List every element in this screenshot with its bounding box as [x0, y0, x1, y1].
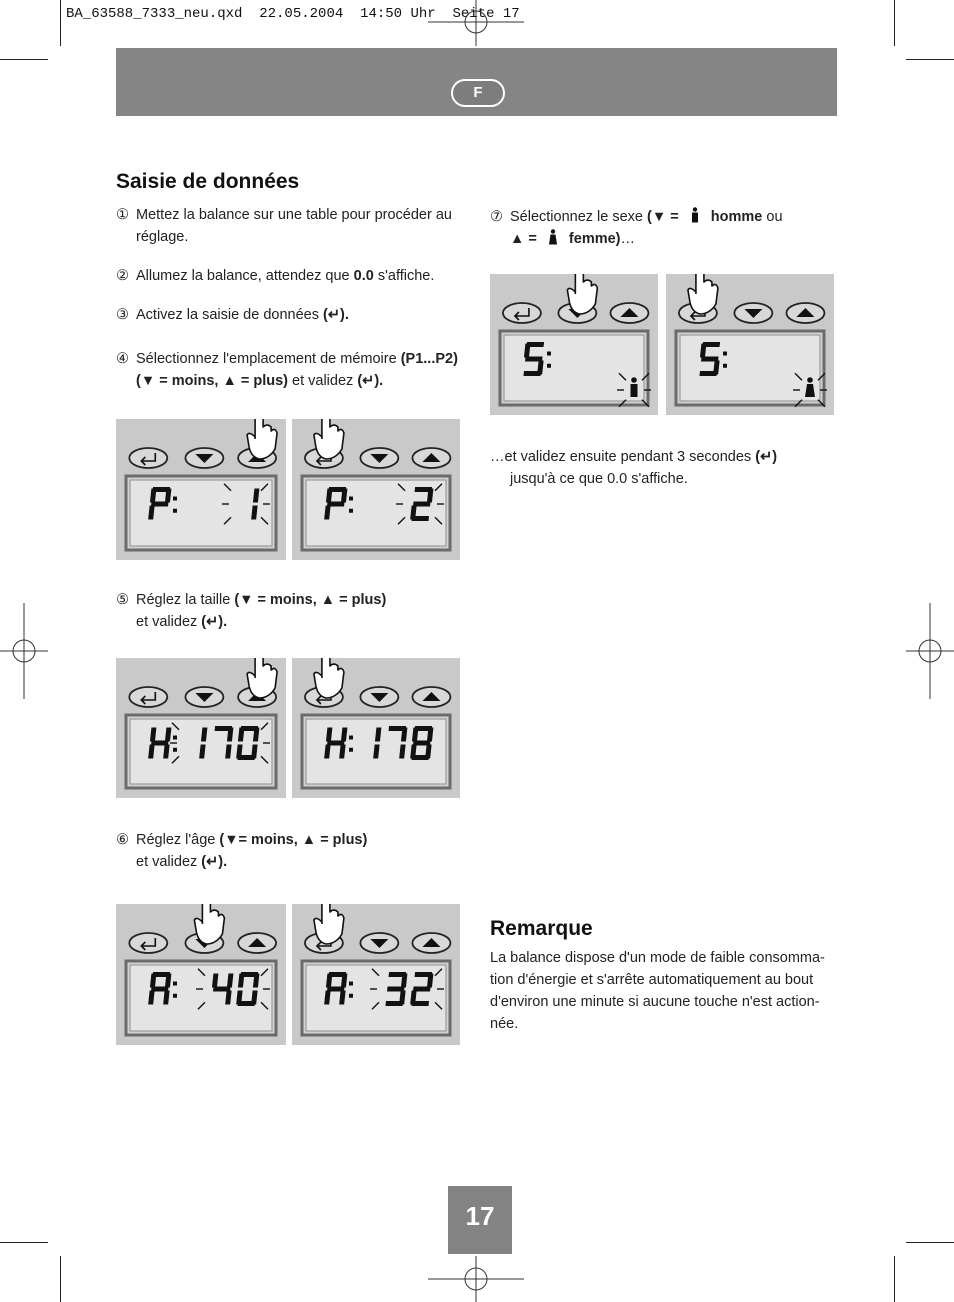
note-title: Remarque	[490, 917, 593, 940]
page-number: 17	[448, 1186, 512, 1254]
display-panel-h2	[292, 658, 460, 798]
note-text: La balance dispose d'un mode de faible consomma-tion d'énergie et s'arrête automatiquement au bout d'environ une minute si aucune touche n'est action-née.	[490, 950, 825, 1032]
enter-button[interactable]	[129, 448, 167, 468]
down-button[interactable]	[360, 448, 398, 468]
up-button[interactable]	[412, 687, 450, 707]
display-panel-a2	[292, 904, 460, 1045]
enter-icon: ↵	[327, 307, 340, 323]
step-2: ② Allumez la balance, attendez que 0.0 s'affiche.	[116, 268, 435, 284]
pointing-hand-icon	[247, 419, 277, 459]
pointing-hand-icon	[314, 419, 344, 459]
pointing-hand-icon	[567, 274, 597, 314]
step-6: ⑥ Réglez l'âge (▼= moins, ▲ = plus) et validez (↵).	[116, 829, 466, 873]
step-3: ③ Activez la saisie de données (↵).	[116, 304, 466, 326]
enter-icon: ↵	[206, 854, 219, 870]
pointing-hand-icon	[314, 658, 344, 698]
display-panel-p2	[292, 419, 460, 560]
down-button[interactable]	[734, 303, 772, 323]
display-panel-a1	[116, 904, 286, 1045]
female-icon	[547, 229, 559, 245]
pointing-hand-icon	[247, 658, 277, 698]
enter-icon: ↵	[206, 614, 219, 630]
down-button[interactable]	[360, 687, 398, 707]
enter-button[interactable]	[129, 687, 167, 707]
display-panel-h1	[116, 658, 286, 798]
file-slug: BA_63588_7333_neu.qxd 22.05.2004 14:50 Uhr Seite 17	[66, 6, 520, 22]
up-button[interactable]	[610, 303, 648, 323]
display-panel-s2	[666, 274, 834, 415]
down-button[interactable]	[185, 687, 223, 707]
language-badge: F	[451, 79, 505, 107]
enter-icon: ↵	[362, 373, 375, 389]
pointing-hand-icon	[314, 904, 344, 944]
up-button[interactable]	[412, 933, 450, 953]
up-button[interactable]	[412, 448, 450, 468]
section-title: Saisie de données	[116, 170, 300, 193]
step-8: …et validez ensuite pendant 3 secondes (↵) jusqu'à ce que 0.0 s'affiche.	[490, 446, 835, 490]
up-button[interactable]	[238, 933, 276, 953]
male-icon	[689, 207, 701, 223]
up-button[interactable]	[786, 303, 824, 323]
down-button[interactable]	[185, 448, 223, 468]
step-7: ⑦ Sélectionnez le sexe (▼ = homme ou ▲ = femme)…	[490, 209, 783, 247]
pointing-hand-icon	[688, 274, 718, 314]
step-5: ⑤ Réglez la taille (▼ = moins, ▲ = plus) et validez (↵).	[116, 589, 466, 633]
step-1: ① Mettez la balance sur une table pour procéder au réglage.	[116, 207, 452, 245]
step-4: ④ Sélectionnez l'emplacement de mémoire (P1...P2) (▼ = moins, ▲ = plus) et validez (↵).	[116, 348, 466, 392]
enter-button[interactable]	[503, 303, 541, 323]
display-panel-s1	[490, 274, 658, 415]
enter-icon: ↵	[760, 449, 773, 465]
down-button[interactable]	[360, 933, 398, 953]
male-icon	[631, 377, 638, 397]
pointing-hand-icon	[194, 904, 224, 944]
display-panel-p1	[116, 419, 286, 560]
enter-button[interactable]	[129, 933, 167, 953]
